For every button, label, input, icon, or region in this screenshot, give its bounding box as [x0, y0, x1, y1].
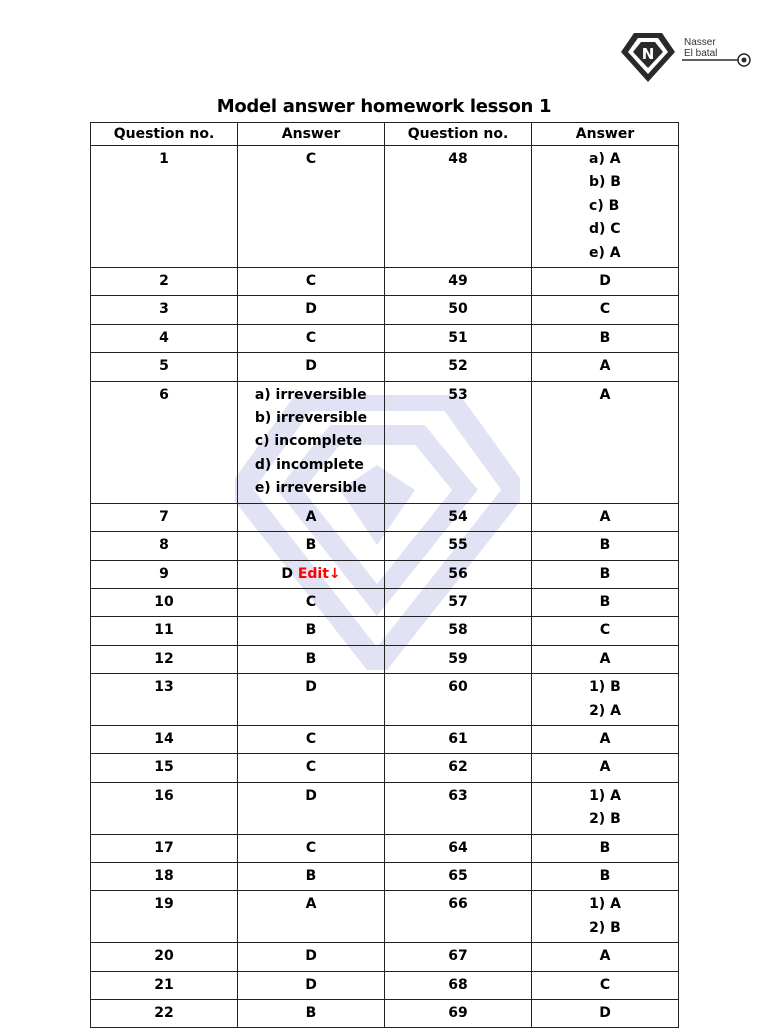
question-number-line: 54	[448, 508, 468, 525]
answer-cell-line: A	[599, 508, 611, 525]
answer-cell	[238, 532, 385, 560]
question-number-line: 18	[154, 867, 174, 884]
question-number-line: 7	[159, 508, 169, 525]
answer-cell-line: B	[599, 565, 611, 582]
answer-cell	[238, 296, 385, 324]
answer-cell	[238, 324, 385, 352]
question-number	[91, 532, 238, 560]
answer-cell-line: D	[599, 273, 611, 290]
table-row	[91, 725, 679, 753]
answer-cell	[238, 353, 385, 381]
table-row	[91, 834, 679, 862]
question-number-line: 56	[448, 565, 468, 582]
question-number-line: 9	[159, 565, 169, 582]
question-number	[91, 296, 238, 324]
question-number	[91, 834, 238, 862]
answer-cell-line: A	[599, 386, 611, 403]
table-body	[91, 146, 679, 1028]
answer-cell-line: A	[599, 650, 611, 667]
answer-cell	[238, 862, 385, 890]
answer-cell	[532, 268, 679, 296]
question-number-line: 1	[159, 151, 169, 167]
answer-cell-line: B	[305, 622, 317, 639]
brand-name-line2: El batal	[684, 48, 718, 59]
answer-cell	[532, 834, 679, 862]
question-number-line: 51	[448, 329, 468, 346]
page-title: Model answer homework lesson 1	[216, 96, 552, 117]
answer-cell-line: 1) A	[589, 896, 621, 913]
table-row	[91, 268, 679, 296]
answer-table	[90, 122, 679, 1028]
header-answer: Answer	[238, 123, 385, 146]
answer-cell	[532, 296, 679, 324]
answer-cell	[238, 645, 385, 673]
question-number-line: 52	[448, 358, 468, 375]
answer-cell-line: B	[599, 329, 611, 346]
answer-cell	[532, 754, 679, 782]
question-number-line: 60	[448, 679, 468, 696]
question-number	[385, 296, 532, 324]
question-number	[91, 324, 238, 352]
answer-cell	[532, 146, 679, 268]
svg-text:N: N	[641, 45, 655, 63]
answer-cell	[238, 617, 385, 645]
question-number	[385, 617, 532, 645]
question-number-line: 6	[159, 386, 169, 403]
answer-cell	[532, 324, 679, 352]
answer-cell	[238, 971, 385, 999]
answer-cell-line: C	[305, 839, 317, 856]
table-row	[91, 324, 679, 352]
question-number-line: 2	[159, 273, 169, 290]
question-number	[385, 588, 532, 616]
answer-cell-line: C	[305, 759, 317, 776]
question-number	[91, 381, 238, 503]
answer-cell-line: B	[599, 593, 611, 610]
answer-cell-line: C	[599, 622, 611, 639]
answer-cell-line: C	[599, 301, 611, 318]
question-number	[91, 891, 238, 943]
question-number	[91, 617, 238, 645]
answer-cell	[238, 381, 385, 503]
answer-cell	[238, 674, 385, 726]
question-number	[91, 645, 238, 673]
answer-cell	[238, 891, 385, 943]
table-row	[91, 560, 679, 588]
question-number-line: 12	[154, 650, 174, 667]
question-number-line: 16	[154, 787, 174, 804]
question-number-line: 58	[448, 622, 468, 639]
question-number	[385, 268, 532, 296]
brand-name	[684, 37, 717, 59]
answer-cell-line: b) irreversible	[254, 410, 368, 427]
question-number	[385, 503, 532, 531]
table-row	[91, 754, 679, 782]
question-number-line: 48	[448, 151, 468, 167]
question-number-line: 49	[448, 273, 468, 290]
question-number-line: 17	[154, 839, 174, 856]
table-row	[91, 353, 679, 381]
header-answer: Answer	[532, 123, 679, 146]
answer-cell	[532, 782, 679, 834]
answer-cell-line: B	[599, 537, 611, 554]
answer-cell-line: B	[599, 839, 611, 856]
table-header-row	[91, 123, 679, 146]
question-number-line: 14	[154, 730, 174, 747]
question-number	[91, 725, 238, 753]
answer-cell-line: c) B	[589, 197, 620, 214]
answer-cell-line: D	[305, 948, 317, 965]
answer-cell	[532, 891, 679, 943]
question-number	[385, 834, 532, 862]
table-row	[91, 862, 679, 890]
answer-cell-line: 2) B	[589, 919, 621, 936]
question-number	[385, 943, 532, 971]
table-row	[91, 943, 679, 971]
table-row	[91, 971, 679, 999]
answer-cell	[532, 353, 679, 381]
answer-cell-line: C	[305, 329, 317, 346]
answer-cell-line: B	[305, 537, 317, 554]
question-number	[91, 560, 238, 588]
edit-note: Edit↓	[297, 565, 341, 582]
question-number-line: 65	[448, 867, 468, 884]
question-number	[385, 754, 532, 782]
answer-cell-line: 2) B	[589, 811, 621, 828]
answer-cell	[532, 674, 679, 726]
table-row	[91, 617, 679, 645]
question-number	[385, 560, 532, 588]
answer-cell-line: B	[305, 1005, 317, 1021]
answer-cell-line: D	[305, 358, 317, 375]
question-number	[91, 268, 238, 296]
answer-cell-line: D	[599, 1005, 611, 1021]
question-number	[91, 146, 238, 268]
question-number-line: 53	[448, 386, 468, 403]
question-number-line: 61	[448, 730, 468, 747]
question-number	[91, 503, 238, 531]
question-number-line: 68	[448, 976, 468, 993]
table-row	[91, 782, 679, 834]
table-row	[91, 381, 679, 503]
question-number-line: 15	[154, 759, 174, 776]
table-row	[91, 503, 679, 531]
table-row	[91, 645, 679, 673]
question-number-line: 66	[448, 896, 468, 913]
answer-cell-line: C	[305, 273, 317, 290]
answer-cell-line: B	[305, 867, 317, 884]
question-number	[385, 324, 532, 352]
question-number-line: 5	[159, 358, 169, 375]
answer-cell-line: B	[599, 867, 611, 884]
answer-cell-line: b) B	[589, 174, 621, 191]
answer-cell-line: A	[599, 759, 611, 776]
table-row	[91, 588, 679, 616]
answer-cell	[532, 560, 679, 588]
answer-cell-line: A	[599, 730, 611, 747]
answer-cell-line: A	[305, 508, 317, 525]
answer-cell	[238, 146, 385, 268]
question-number	[385, 782, 532, 834]
question-number-line: 19	[154, 896, 174, 913]
answer-cell	[532, 645, 679, 673]
question-number-line: 64	[448, 839, 468, 856]
answer-cell	[532, 943, 679, 971]
question-number	[385, 146, 532, 268]
answer-cell-line: C	[305, 151, 317, 167]
answer-cell-line: D	[305, 787, 317, 804]
answer-cell-line: 2) A	[589, 702, 621, 719]
question-number	[385, 381, 532, 503]
answer-cell	[532, 862, 679, 890]
question-number	[385, 353, 532, 381]
question-number	[91, 754, 238, 782]
answer-cell-line: D Edit↓	[281, 565, 341, 582]
question-number	[91, 971, 238, 999]
answer-cell	[532, 588, 679, 616]
question-number-line: 69	[448, 1005, 468, 1021]
table-row	[91, 296, 679, 324]
header-question-no: Question no.	[385, 123, 532, 146]
question-number	[91, 674, 238, 726]
answer-cell	[238, 725, 385, 753]
question-number-line: 57	[448, 593, 468, 610]
question-number-line: 10	[154, 593, 174, 610]
table-row	[91, 891, 679, 943]
question-number-line: 4	[159, 329, 169, 346]
question-number	[385, 971, 532, 999]
table-row	[91, 532, 679, 560]
question-number-line: 62	[448, 759, 468, 776]
answer-cell-line: e) irreversible	[254, 480, 367, 497]
question-number-line: 20	[154, 948, 174, 965]
answer-cell	[238, 834, 385, 862]
question-number	[385, 645, 532, 673]
answer-cell-line: 1) B	[589, 679, 621, 696]
answer-cell	[532, 725, 679, 753]
question-number	[385, 725, 532, 753]
answer-cell-line: A	[599, 358, 611, 375]
answer-cell-line: d) C	[589, 221, 621, 238]
answer-cell-line: B	[305, 650, 317, 667]
question-number	[91, 782, 238, 834]
brand-name-line1: Nasser	[684, 37, 716, 48]
answer-cell	[532, 971, 679, 999]
answer-cell-line: D	[305, 679, 317, 696]
question-number	[91, 588, 238, 616]
answer-cell	[532, 617, 679, 645]
question-number	[91, 943, 238, 971]
answer-cell-line: C	[305, 593, 317, 610]
answer-cell	[238, 782, 385, 834]
answer-cell	[532, 532, 679, 560]
question-number	[91, 353, 238, 381]
answer-cell	[238, 560, 385, 588]
table-row	[91, 146, 679, 268]
answer-cell	[532, 503, 679, 531]
answer-cell	[238, 588, 385, 616]
answer-cell	[532, 381, 679, 503]
answer-cell-line: D	[305, 301, 317, 318]
table-row	[91, 674, 679, 726]
answer-cell-line: C	[599, 976, 611, 993]
question-number-line: 50	[448, 301, 468, 318]
question-number-line: 3	[159, 301, 169, 318]
question-number-line: 67	[448, 948, 468, 965]
answer-cell-line: D	[305, 976, 317, 993]
answer-cell	[238, 754, 385, 782]
answer-cell-line: C	[305, 730, 317, 747]
answer-cell-line: 1) A	[589, 787, 621, 804]
answer-cell	[238, 503, 385, 531]
answer-cell-line: a) irreversible	[254, 386, 367, 403]
question-number-line: 63	[448, 787, 468, 804]
question-number-line: 22	[154, 1005, 174, 1021]
answer-cell-line: d) incomplete	[254, 456, 364, 473]
answer-cell-line: A	[599, 948, 611, 965]
question-number-line: 13	[154, 679, 174, 696]
answer-cell-line: A	[305, 896, 317, 913]
answer-cell	[238, 268, 385, 296]
question-number-line: 11	[154, 622, 174, 639]
answer-cell	[238, 943, 385, 971]
question-number-line: 59	[448, 650, 468, 667]
question-number-line: 55	[448, 537, 468, 554]
question-number	[385, 862, 532, 890]
answer-cell-line: e) A	[589, 244, 621, 261]
question-number-line: 21	[154, 976, 174, 993]
answer-cell-line: c) incomplete	[254, 433, 363, 450]
question-number	[385, 532, 532, 560]
header-question-no: Question no.	[91, 123, 238, 146]
question-number-line: 8	[159, 537, 169, 554]
answer-cell-line: a) A	[589, 151, 621, 167]
question-number	[91, 862, 238, 890]
question-number	[385, 891, 532, 943]
question-number	[385, 674, 532, 726]
